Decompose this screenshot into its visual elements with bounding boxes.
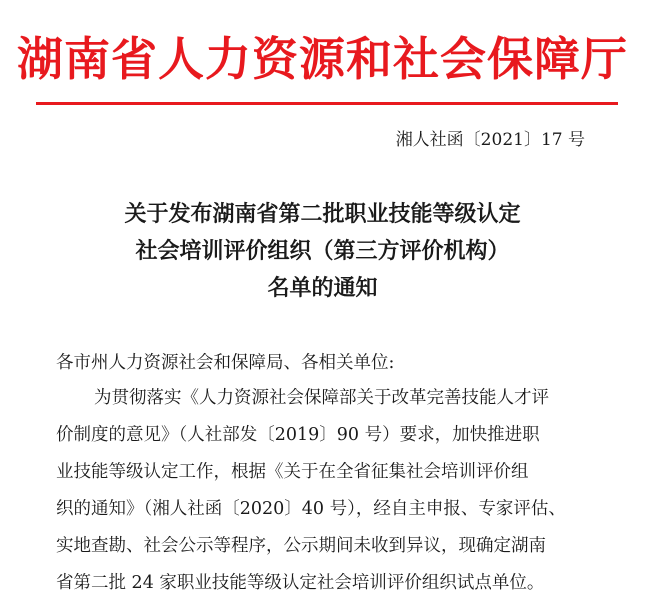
paragraph-line: 省第二批 24 家职业技能等级认定社会培训评价组织试点单位。 (56, 573, 545, 593)
paragraph-line: 业技能等级认定工作，根据《关于在全省征集社会培训评价组 (56, 462, 529, 482)
document-number: 湘人社函〔2021〕17 号 (395, 130, 585, 150)
issuing-authority-title: 湖南省人力资源和社会保障厅 (17, 32, 628, 86)
notice-title (0, 196, 645, 307)
paragraph-line: 价制度的意见》（人社部发〔2019〕90 号）要求，加快推进职 (56, 425, 540, 445)
paragraph-line: 织的通知》（湘人社函〔2020〕40 号），经自主申报、专家评估、 (56, 499, 566, 519)
notice-title-line: 关于发布湖南省第二批职业技能等级认定 (124, 202, 521, 227)
notice-title-line: 名单的通知 (267, 276, 378, 301)
paragraph-line: 实地查勘、社会公示等程序，公示期间未收到异议，现确定湖南 (56, 536, 546, 556)
paragraph-line: 为贯彻落实《人力资源社会保障部关于改革完善技能人才评 (94, 388, 549, 408)
red-header-rule (36, 102, 618, 105)
notice-title-line: 社会培训评价组织（第三方评价机构） (135, 239, 510, 264)
salutation: 各市州人力资源社会和保障局、各相关单位: (56, 353, 395, 373)
